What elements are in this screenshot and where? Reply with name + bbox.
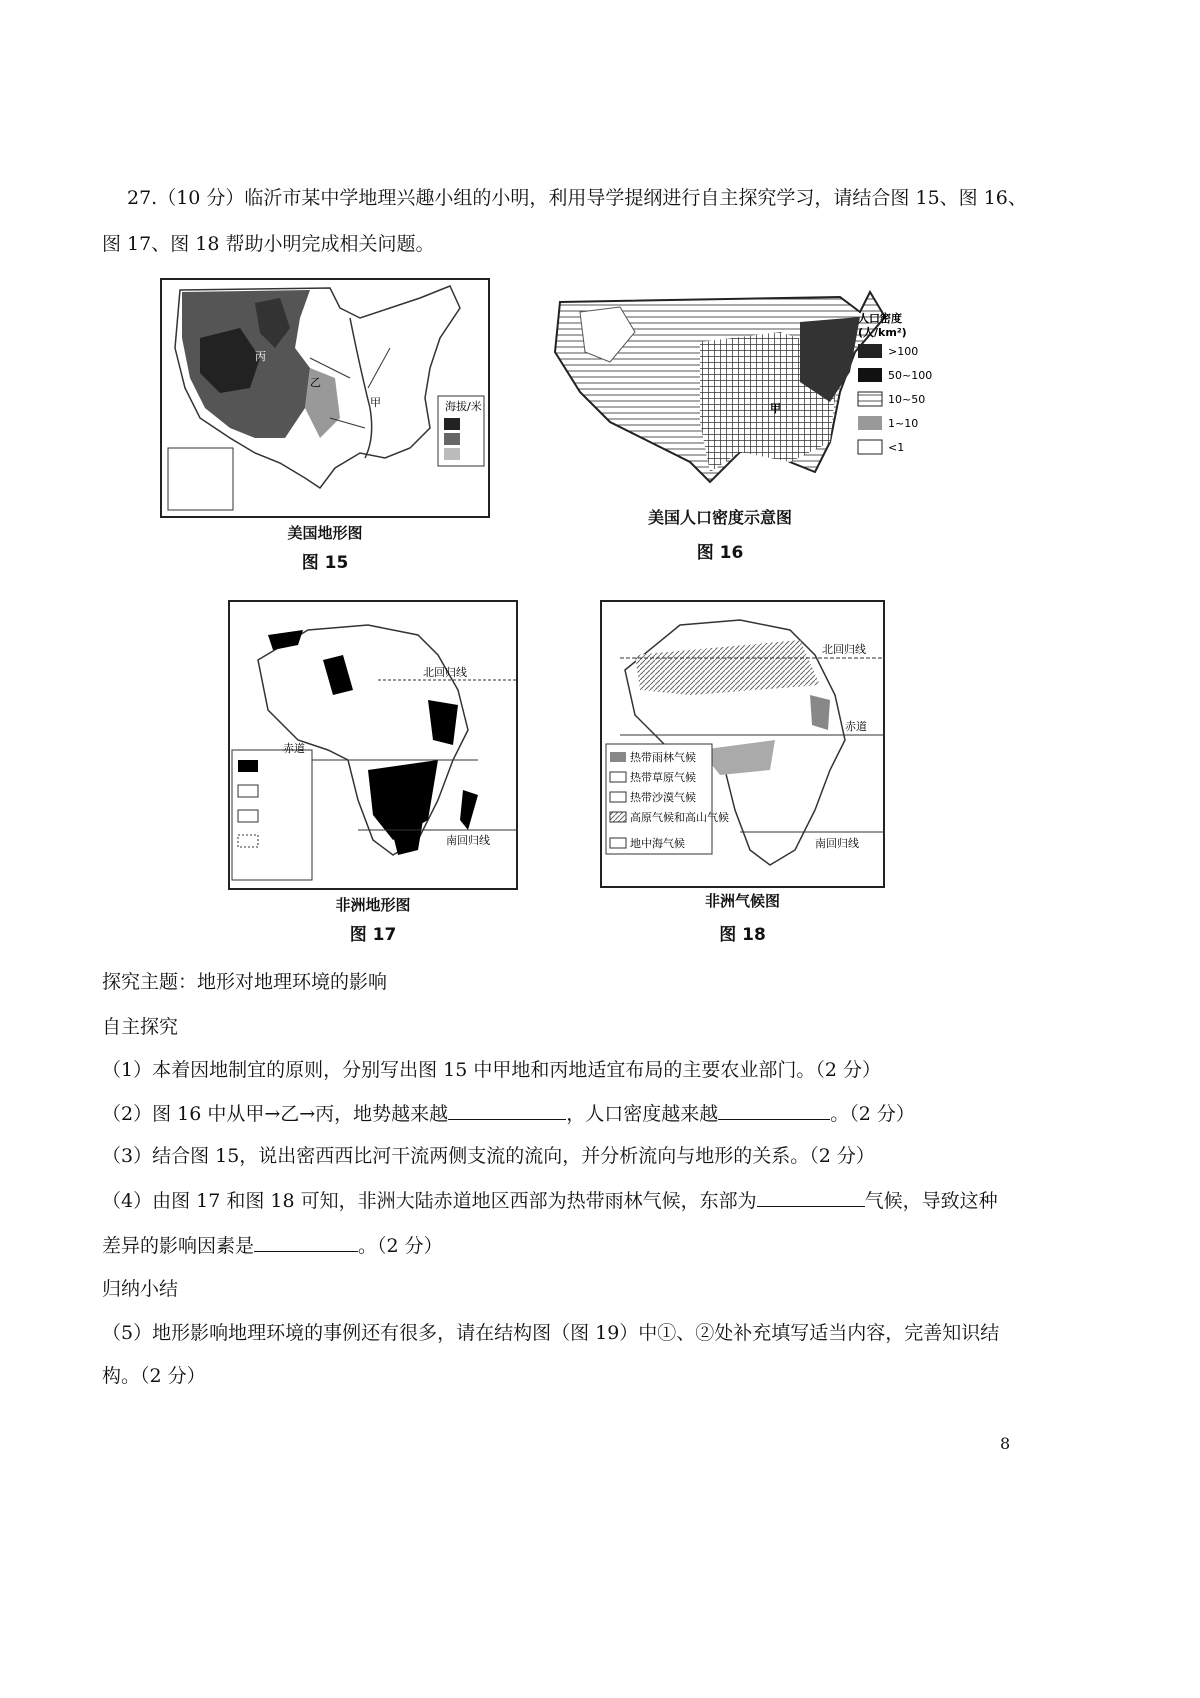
f16-legend-4: 1~10 [888, 417, 919, 430]
answer-blank-4a[interactable] [757, 1188, 865, 1207]
question-text-line1: 27.（10 分）临沂市某中学地理兴趣小组的小明，利用导学提纲进行自主探究学习，请结合图 15、图 16、 [127, 187, 1027, 209]
question-5-line1: （5）地形影响地理环境的事例还有很多，请在结构图（图 19）中①、②处补充填写适当内容，完善知识结 [102, 1322, 1000, 1344]
f18-line-cancer: 北回归线 [822, 643, 866, 656]
question-4-line2 [102, 1233, 443, 1258]
f16-caption: 美国人口密度示意图 [647, 508, 792, 527]
f17-label: 图 17 [349, 925, 397, 945]
f15-caption: 美国地形图 [287, 524, 363, 542]
f17-caption: 非洲地形图 [335, 896, 411, 914]
f15-marker-yi: 乙 [310, 376, 321, 389]
f18-legend-5: 地中海气候 [630, 837, 685, 850]
question-4-part-c: 差异的影响因素是 [102, 1235, 255, 1257]
question-4-part-a: （4）由图 17 和图 18 可知，非洲大陆赤道地区西部为热带雨林气候，东部为 [102, 1190, 757, 1212]
f18-line-equator: 赤道 [845, 720, 867, 733]
africa-terrain-map [228, 600, 518, 890]
section-summary: 归纳小结 [102, 1278, 179, 1300]
f18-label: 图 18 [719, 925, 766, 945]
f18-legend-1: 热带雨林气候 [630, 751, 696, 764]
answer-blank-4b[interactable] [254, 1233, 358, 1252]
f16-legend-1: >100 [888, 345, 919, 358]
f17-line-capricorn: 南回归线 [446, 834, 490, 847]
f16-legend-title: 人口密度 [858, 312, 902, 325]
f18-legend-3: 热带沙漠气候 [630, 791, 696, 804]
question-2-part-b: ，人口密度越来越 [566, 1103, 719, 1125]
answer-blank-2a[interactable] [448, 1101, 566, 1120]
us-terrain-map [160, 278, 490, 518]
f15-marker-bing: 丙 [255, 350, 266, 363]
question-text-line2: 图 17、图 18 帮助小明完成相关问题。 [102, 233, 435, 255]
us-population-density-map [540, 272, 960, 502]
question-1: （1）本着因地制宜的原则，分别写出图 15 中甲地和丙地适宜布局的主要农业部门。（2 分） [102, 1059, 881, 1081]
f16-legend-2: 50~100 [888, 369, 933, 382]
question-2-part-c: 。（2 分） [830, 1103, 915, 1125]
question-2 [102, 1101, 915, 1126]
question-4-part-d: 。（2 分） [358, 1235, 443, 1257]
africa-climate-map [600, 600, 885, 888]
question-5-line2: 构。（2 分） [102, 1365, 206, 1387]
question-3: （3）结合图 15，说出密西西比河干流两侧支流的流向，并分析流向与地形的关系。（2 分） [102, 1145, 875, 1167]
f17-line-equator: 赤道 [283, 742, 305, 755]
f15-label: 图 15 [301, 553, 349, 573]
f16-label: 图 16 [696, 543, 744, 563]
section-self-explore: 自主探究 [102, 1016, 179, 1038]
f16-legend-unit: (人/km²) [858, 326, 907, 339]
f18-caption: 非洲气候图 [704, 892, 780, 910]
theme-text: 探究主题：地形对地理环境的影响 [102, 971, 388, 993]
question-2-part-a: （2）图 16 中从甲→乙→丙，地势越来越 [102, 1103, 449, 1125]
f16-legend-5: <1 [888, 441, 905, 454]
question-4-line1 [102, 1188, 998, 1213]
f15-legend-title: 海拔/米 [445, 400, 482, 413]
f15-marker-jia: 甲 [370, 396, 381, 409]
f16-marker-jia: 甲 [770, 402, 781, 415]
f17-line-cancer: 北回归线 [423, 666, 467, 679]
f18-legend-2: 热带草原气候 [630, 771, 696, 784]
answer-blank-2b[interactable] [718, 1101, 830, 1120]
f16-legend-3: 10~50 [888, 393, 926, 406]
f18-legend-4: 高原气候和高山气候 [630, 811, 729, 824]
f18-line-capricorn: 南回归线 [815, 837, 859, 850]
page-number: 8 [1000, 1434, 1011, 1453]
question-4-part-b: 气候，导致这种 [864, 1190, 998, 1212]
